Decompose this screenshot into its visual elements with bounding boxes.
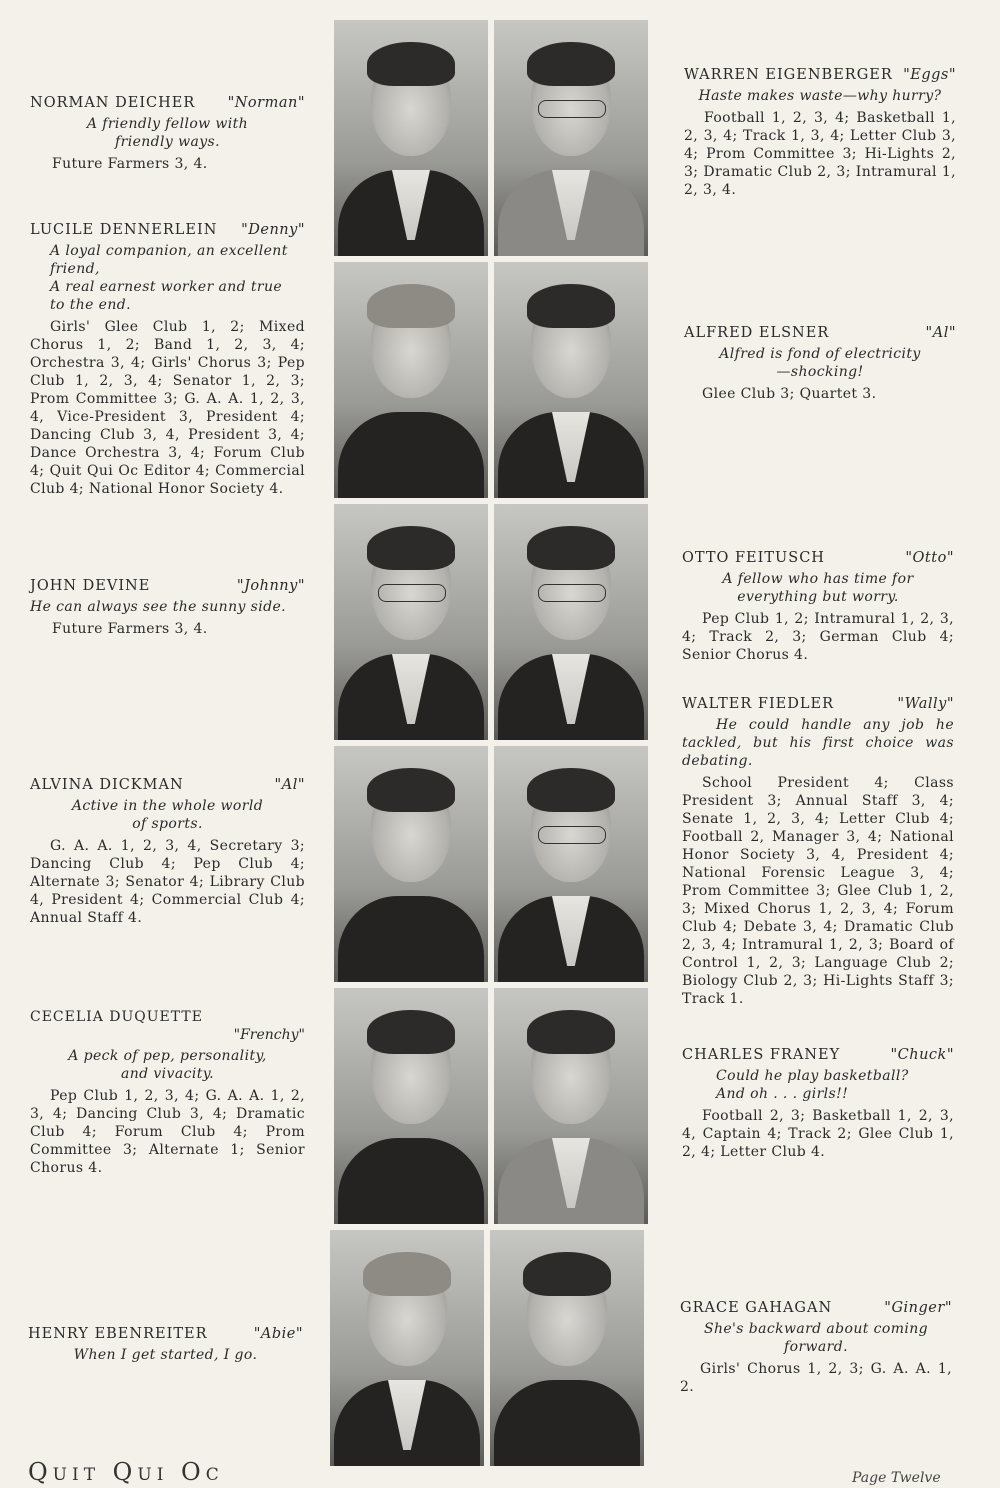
student-entry-alvina-dickman — [30, 776, 305, 927]
student-entry-grace-gahagan — [680, 1299, 952, 1396]
student-nickname: "Norman" — [227, 95, 305, 111]
student-name: NORMAN DEICHER — [30, 95, 196, 111]
motto-line: Haste makes waste—why hurry? — [698, 88, 942, 104]
student-nickname: "Ginger" — [884, 1300, 952, 1316]
student-entry-norman-deicher — [30, 94, 305, 173]
student-nickname: "Frenchy" — [233, 1027, 305, 1043]
student-motto — [680, 1320, 952, 1356]
portrait-grace-gahagan — [490, 1230, 644, 1466]
student-activities: Football 1, 2, 3, 4; Basketball 1, 2, 3, 4; Track 1, 3, 4; Letter Club 3, 4; Prom Committee 3; Hi-Lights 2, 3; Dramatic Club 2, 3; Intramural 1, 2, 3, 4. — [684, 110, 956, 198]
student-activities: School President 4; Class President 3; Annual Staff 3, 4; Senate 1, 2, 3, 4; Letter Club 4; Football 2, Manager 3, 4; National Honor Society 3, 4, President 4; National Forensic League 3, 4; Prom Committee 3; Glee Club 1, 2, 3; Mixed Chorus 1, 2, 3, 4; Forum Club 4; Debate 3, 4; Dramatic Club 2, 3, 4; Intramural 1, 2, 3; Board of Control 1, 2, 3; Language Club 2; Biology Club 2, 3; Hi-Lights Staff 3; Track 1. — [682, 775, 954, 1007]
motto-line: forward. — [784, 1339, 848, 1355]
student-name: WALTER FIEDLER — [682, 696, 835, 712]
student-entry-otto-feitusch — [682, 549, 954, 664]
student-motto — [682, 716, 954, 770]
motto-line: A loyal companion, an excellent friend, — [50, 243, 288, 277]
student-nickname: "Denny" — [241, 222, 305, 238]
motto-line: of sports. — [132, 816, 203, 832]
student-activities: Football 2, 3; Basketball 1, 2, 3, 4, Captain 4; Track 2; Glee Club 1, 2, 4; Letter Club 4. — [682, 1108, 954, 1160]
student-nickname: "Al" — [925, 325, 956, 341]
student-nickname: "Al" — [274, 777, 305, 793]
student-name: CHARLES FRANEY — [682, 1047, 841, 1063]
portrait-warren-eigenberger — [494, 20, 648, 256]
student-nickname: "Wally" — [897, 696, 954, 712]
student-motto — [682, 1067, 954, 1103]
student-name: WARREN EIGENBERGER — [684, 67, 893, 83]
student-entry-warren-eigenberger — [684, 66, 956, 199]
student-entry-cecelia-duquette — [30, 1008, 305, 1177]
student-activities: Future Farmers 3, 4. — [52, 621, 208, 637]
motto-line: A real earnest worker and true to the end. — [50, 279, 283, 313]
motto-line: Could he play basketball? — [716, 1068, 909, 1084]
motto-line: A peck of pep, personality, — [68, 1048, 267, 1064]
student-nickname: "Eggs" — [903, 67, 956, 83]
motto-line: A fellow who has time for — [722, 571, 914, 587]
motto-line: Active in the whole world — [71, 798, 264, 814]
yearbook-title: Quit Qui Oc — [28, 1458, 224, 1486]
motto-line: She's backward about coming — [703, 1321, 929, 1337]
portrait-otto-feitusch — [494, 504, 648, 740]
portrait-henry-ebenreiter — [330, 1230, 484, 1466]
student-entry-alfred-elsner — [684, 324, 956, 403]
student-nickname: "Chuck" — [890, 1047, 954, 1063]
portrait-charles-franey — [494, 988, 648, 1224]
motto-line: He could handle any job he tackled, but his first choice was debating. — [682, 717, 954, 769]
portrait-walter-fiedler — [494, 746, 648, 982]
student-entry-henry-ebenreiter — [28, 1325, 303, 1368]
portrait-alvina-dickman — [334, 746, 488, 982]
student-entry-john-devine — [30, 577, 305, 638]
page-number: Page Twelve — [852, 1470, 941, 1486]
student-activities: Girls' Glee Club 1, 2; Mixed Chorus 1, 2; Band 1, 2, 3, 4; Orchestra 3, 4; Girls' Chorus 3; Pep Club 1, 2, 3, 4; Senator 1, 2, 3; Prom Committee 3; G. A. A. 1, 2, 3, 4, Vice-President 3, President 4; Dancing Club 3, 4, President 3, 4; Dance Orchestra 3, 4; Forum Club 4; Quit Qui Oc Editor 4; Commercial Club 4; National Honor Society 4. — [30, 319, 305, 497]
student-name: ALVINA DICKMAN — [30, 777, 184, 793]
student-name: HENRY EBENREITER — [28, 1326, 208, 1342]
portrait-john-devine — [334, 504, 488, 740]
student-name: JOHN DEVINE — [30, 578, 151, 594]
portrait-cecelia-duquette — [334, 988, 488, 1224]
student-activities: Future Farmers 3, 4. — [52, 156, 208, 172]
student-motto — [684, 345, 956, 381]
motto-line: and vivacity. — [120, 1066, 215, 1082]
student-activities: G. A. A. 1, 2, 3, 4, Secretary 3; Dancing Club 4; Pep Club 4; Alternate 3; Senator 4; Library Club 4, President 4; Commercial Club 4; Annual Staff 4. — [30, 838, 305, 926]
student-motto — [682, 570, 954, 606]
portrait-alfred-elsner — [494, 262, 648, 498]
student-motto — [30, 598, 305, 616]
student-motto — [30, 115, 305, 151]
student-nickname: "Otto" — [905, 550, 954, 566]
student-name: LUCILE DENNERLEIN — [30, 222, 218, 238]
student-name: CECELIA DUQUETTE — [30, 1009, 203, 1025]
motto-line: everything but worry. — [737, 589, 899, 605]
student-name: ALFRED ELSNER — [684, 325, 830, 341]
student-name: OTTO FEITUSCH — [682, 550, 825, 566]
motto-line: friendly ways. — [115, 134, 220, 150]
motto-line: He can always see the sunny side. — [30, 599, 287, 615]
student-motto — [28, 1346, 303, 1364]
student-motto — [30, 1047, 305, 1083]
student-entry-charles-franey — [682, 1046, 954, 1161]
student-nickname: "Abie" — [253, 1326, 303, 1342]
motto-line: When I get started, I go. — [73, 1347, 258, 1363]
motto-line: And oh . . . girls!! — [716, 1086, 849, 1102]
portrait-lucile-dennerlein — [334, 262, 488, 498]
student-nickname: "Johnny" — [236, 578, 305, 594]
motto-line: A friendly fellow with — [86, 116, 249, 132]
student-name: GRACE GAHAGAN — [680, 1300, 833, 1316]
student-entry-walter-fiedler — [682, 695, 954, 1008]
motto-line: —shocking! — [776, 364, 864, 380]
student-motto — [30, 242, 305, 314]
student-entry-lucile-dennerlein — [30, 221, 305, 498]
motto-line: Alfred is fond of electricity — [719, 346, 921, 362]
student-activities: Glee Club 3; Quartet 3. — [702, 386, 877, 402]
student-motto — [684, 87, 956, 105]
portrait-norman-deicher — [334, 20, 488, 256]
student-motto — [30, 797, 305, 833]
student-activities: Girls' Chorus 1, 2, 3; G. A. A. 1, 2. — [680, 1361, 952, 1395]
student-activities: Pep Club 1, 2, 3, 4; G. A. A. 1, 2, 3, 4; Dancing Club 3, 4; Dramatic Club 4; Forum Club 4; Prom Committee 3; Alternate 1; Senior Chorus 4. — [30, 1088, 305, 1176]
student-activities: Pep Club 1, 2; Intramural 1, 2, 3, 4; Track 2, 3; German Club 4; Senior Chorus 4. — [682, 611, 954, 663]
